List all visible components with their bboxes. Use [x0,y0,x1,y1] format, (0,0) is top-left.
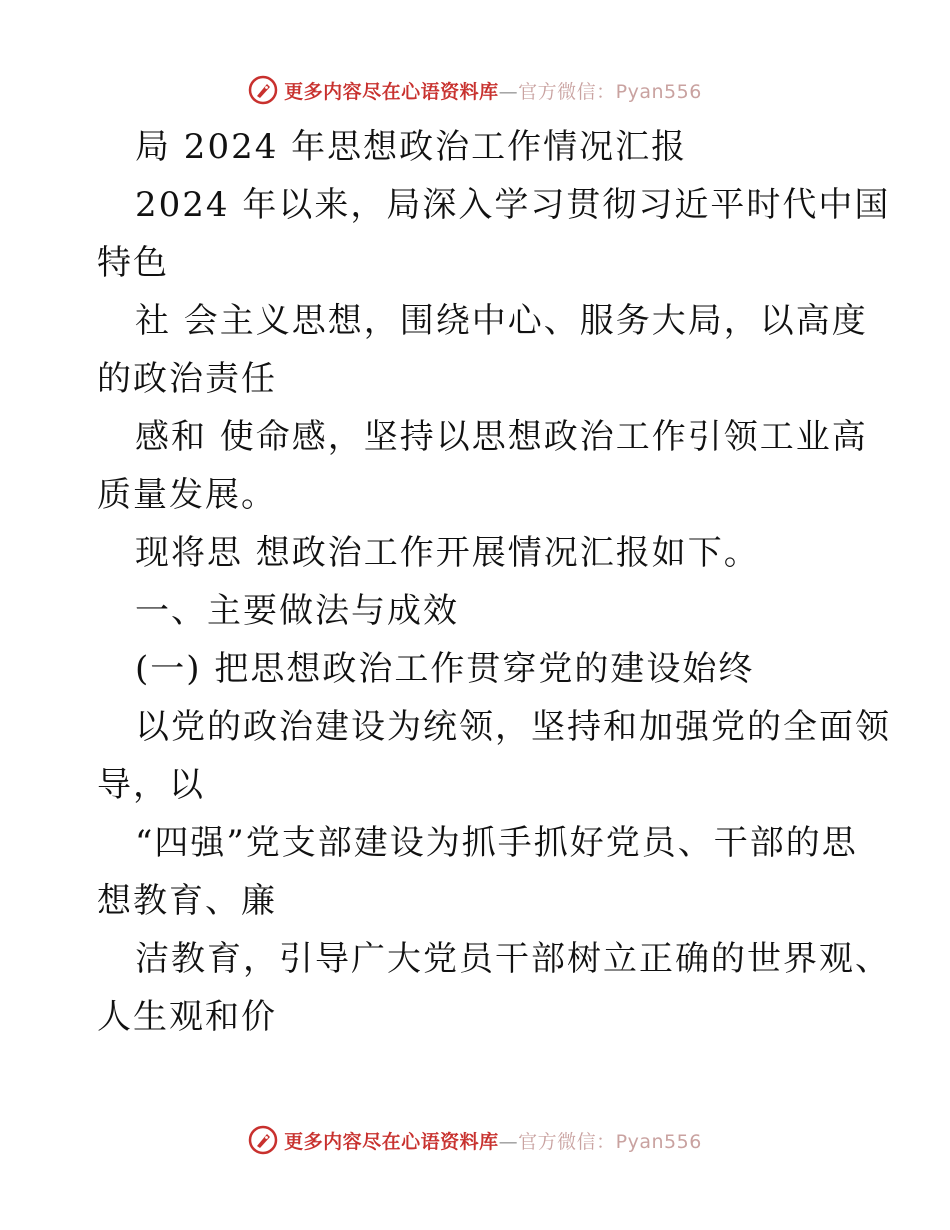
paragraph-line: 社 会主义思想，围绕中心、服务大局，以高度 [135,301,868,341]
watermark-text: 更多内容尽在心语资料库—官方微信：Pyan556 [284,1130,702,1153]
paragraph-line: 以党的政治建设为统领，坚持和加强党的全面领 [135,707,891,747]
pen-nib-logo-icon [248,75,278,105]
paragraph-line: 的政治责任 [97,359,277,399]
pen-nib-logo-icon [248,1125,278,1155]
paragraph-line: 2024 年以来，局深入学习贯彻习近平时代中国 [135,185,891,225]
paragraph-line: 想教育、廉 [97,881,277,921]
paragraph-line: 感和 使命感，坚持以思想政治工作引领工业高 [135,417,868,457]
header-watermark-banner [0,70,950,110]
subsection-heading: (一) 把思想政治工作贯穿党的建设始终 [135,649,755,689]
paragraph-line: 特色 [97,243,169,283]
watermark-text: 更多内容尽在心语资料库—官方微信：Pyan556 [284,80,702,103]
paragraph-line: 质量发展。 [97,475,277,515]
paragraph-line: 人生观和价 [97,997,277,1037]
paragraph-line: “四强”党支部建设为抓手抓好党员、干部的思 [135,823,858,863]
document-body [97,118,891,1046]
paragraph-line: 洁教育，引导广大党员干部树立正确的世界观、 [135,939,891,979]
paragraph-line: 导，以 [97,765,205,805]
document-title: 局 2024 年思想政治工作情况汇报 [135,127,688,167]
paragraph-line: 现将思 想政治工作开展情况汇报如下。 [135,533,760,573]
footer-watermark-banner [0,1120,950,1160]
section-heading: 一、主要做法与成效 [135,591,459,631]
